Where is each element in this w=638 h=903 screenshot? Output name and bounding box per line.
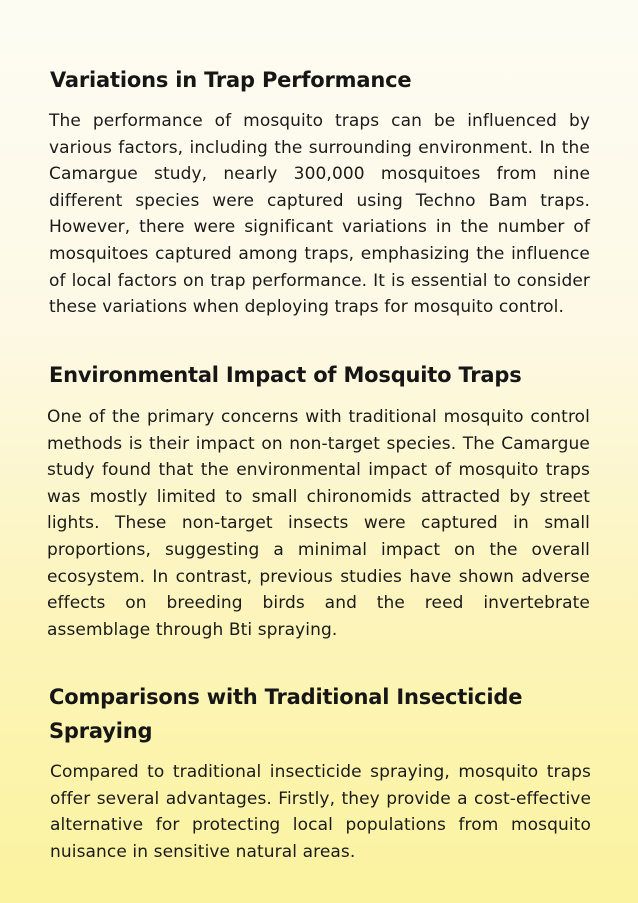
section-heading-environmental-impact: Environmental Impact of Mosquito Traps [49, 363, 522, 388]
section-body-comparisons: Compared to traditional insecticide spraying, mosquito traps offer several advantages. Firstly, they provide a cost-effective alternative for protecting local populations from mosquito nuisance in sensitive natural areas. [50, 762, 591, 862]
section-body-trap-performance: The performance of mosquito traps can be influenced by various factors, including the surrounding environment. In the Camargue study, nearly 300,000 mosquitoes from nine different species were captured using Techno Bam traps. However, there were significant variations in the number of mosquitoes captured among traps, emphasizing the influence of local factors on trap performance. It is essential to consider these variations when deploying traps for mosquito control. [49, 111, 590, 318]
section-heading-trap-performance: Variations in Trap Performance [50, 68, 412, 93]
section-heading-comparisons: Comparisons with Traditional Insecticide Spraying [49, 685, 523, 744]
section-body-environmental-impact: One of the primary concerns with traditional mosquito control methods is their impact on non-target species. The Camargue study found that the environmental impact of mosquito traps was mostly limited to small chironomids attracted by street lights. These non-target insects were captured in small proportions, suggesting a minimal impact on the overall ecosystem. In contrast, previous studies have shown adverse effects on breeding birds and the reed invertebrate assemblage through Bti spraying. [47, 407, 590, 640]
